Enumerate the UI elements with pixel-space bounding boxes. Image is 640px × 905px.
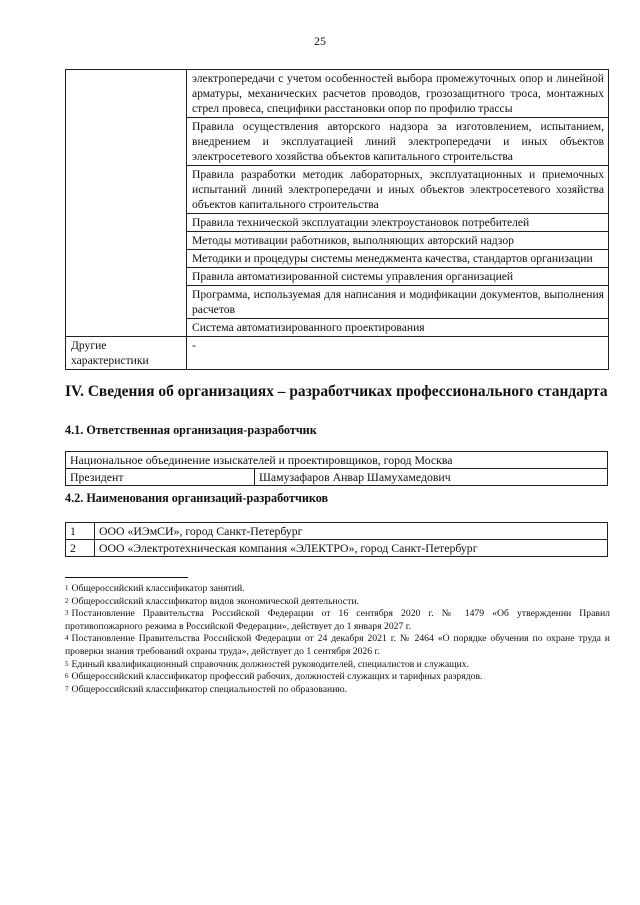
footnotes (65, 583, 610, 696)
footnote (65, 684, 610, 697)
footnote-text: Общероссийский классификатор специальностей по образованию. (71, 683, 348, 695)
page-number: 25 (314, 34, 326, 48)
table-cell: Методы мотивации работников, выполняющих авторский надзор (187, 232, 609, 250)
org-name: Национальное объединение изыскателей и проектировщиков, город Москва (66, 452, 608, 469)
footnote-marker: 7 (65, 684, 69, 693)
footnote-marker: 5 (65, 659, 69, 668)
table-row (66, 540, 608, 557)
footnote-marker: 4 (65, 634, 69, 643)
footnote (65, 671, 610, 684)
footnote-text: Постановление Правительства Российской Федерации от 16 сентября 2020 г. № 1479 «Об утверждении Правил противопожарного режима в Российской Федерации», действует до 1 января 2027 г. (65, 608, 610, 632)
footnote (65, 659, 610, 672)
footnote-marker: 1 (65, 584, 69, 592)
table-row (66, 452, 608, 469)
table-cell: Система автоматизированного проектирования (187, 319, 609, 337)
table-row (66, 337, 609, 370)
table-row (66, 523, 608, 540)
footnote-separator (65, 577, 188, 578)
table-cell: Правила разработки методик лабораторных, эксплуатационных и приемочных испытаний линий электропередачи и иных объектов электросетевого хозяйства объектов капитального строительства (187, 166, 609, 214)
responsible-org-table (65, 451, 608, 486)
responsible-org-heading: 4.1. Ответственная организация-разработчик (65, 423, 317, 437)
developers-heading: 4.2. Наименования организаций-разработчиков (65, 491, 329, 505)
footnote (65, 596, 610, 609)
footnote (65, 633, 610, 658)
table-cell: Правила автоматизированной системы управления организацией (187, 268, 609, 286)
org-head-role: Президент (66, 469, 255, 486)
table-cell: электропередачи с учетом особенностей выбора промежуточных опор и линейной арматуры, механических расчетов проводов, грозозащитного троса, монтажных стрел провеса, специфики расстановки опор по профилю трассы (187, 70, 609, 118)
table-cell: Методики и процедуры системы менеджмента качества, стандартов организации (187, 250, 609, 268)
org-head-person: Шамузафаров Анвар Шамухамедович (255, 469, 608, 486)
table-row (66, 70, 609, 118)
footnote (65, 583, 610, 596)
footnote-marker: 2 (65, 596, 69, 605)
developer-number: 2 (66, 540, 95, 557)
knowledge-table (65, 69, 609, 370)
developer-name: ООО «ИЭмСИ», город Санкт-Петербург (95, 523, 608, 540)
other-characteristics-label: Другие характеристики (66, 337, 187, 370)
footnote-marker: 6 (65, 672, 69, 681)
table-cell: Программа, используемая для написания и модификации документов, выполнения расчетов (187, 286, 609, 319)
table-row (66, 469, 608, 486)
footnote (65, 608, 610, 633)
other-characteristics-value: - (187, 337, 609, 370)
developers-table (65, 522, 608, 557)
section-title: IV. Сведения об организациях – разработчиках профессионального стандарта (65, 383, 608, 400)
developer-name: ООО «Электротехническая компания «ЭЛЕКТРО», город Санкт-Петербург (95, 540, 608, 557)
footnote-text: Общероссийский классификатор видов экономической деятельности. (71, 595, 359, 607)
footnote-text: Единый квалификационный справочник должностей руководителей, специалистов и служащих. (71, 658, 470, 670)
footnote-text: Общероссийский классификатор занятий. (71, 583, 245, 594)
footnote-text: Общероссийский классификатор профессий рабочих, должностей служащих и тарифных разрядов. (71, 671, 483, 683)
footnote-marker: 3 (65, 609, 69, 618)
table-cell: Правила технической эксплуатации электроустановок потребителей (187, 214, 609, 232)
footnote-text: Постановление Правительства Российской Федерации от 24 декабря 2021 г. № 2464 «О порядке обучения по охране труда и проверки знания требований охраны труда», действует до 1 сентября 2026 г. (65, 633, 610, 657)
table-cell: Правила осуществления авторского надзора за изготовлением, испытанием, внедрением и эксплуатацией линий электропередачи и иных объектов электросетевого хозяйства объектов капитального строительства (187, 118, 609, 166)
table-cell-empty (66, 70, 187, 337)
developer-number: 1 (66, 523, 95, 540)
